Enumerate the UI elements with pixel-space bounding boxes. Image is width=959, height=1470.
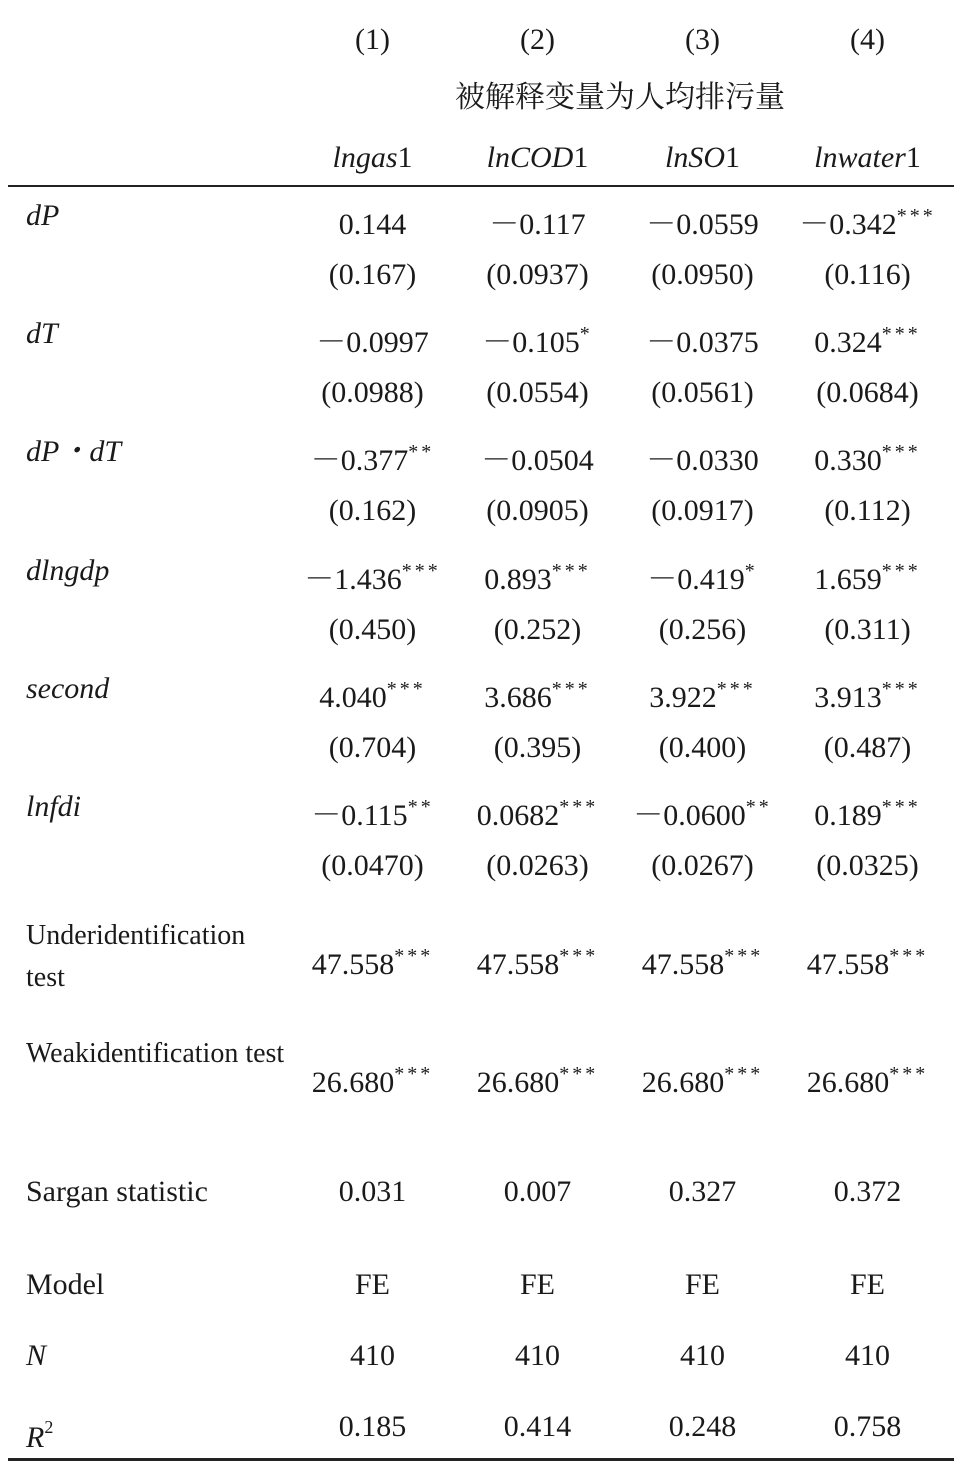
r-squared-value: 0.248 [668,1410,737,1443]
significance-stars: *** [724,1063,764,1085]
row-label: dlngdp [26,554,110,587]
standard-error: (0.395) [493,731,582,764]
standard-error: (0.487) [823,731,912,764]
significance-stars: *** [724,945,764,967]
coefficient [455,553,620,598]
coefficient-value: 0.893 [484,563,552,596]
header-rule [8,185,954,187]
sargan-statistic-value: 0.327 [668,1175,737,1208]
coefficient [620,789,785,834]
standard-error: (0.0470) [321,849,424,882]
row-label: lnfdi [26,790,82,823]
test-value: 47.558 [476,948,560,981]
test-value: 26.680 [806,1066,890,1099]
significance-stars: *** [881,560,921,582]
model-value: FE [519,1268,555,1301]
var-name-italic: lngas [332,141,398,174]
coefficient-value: －0.117 [489,208,586,241]
coefficient-value: 0.144 [338,208,407,241]
r-squared-value: 0.758 [833,1410,902,1443]
var-name-italic: lnCOD [486,141,574,174]
significance-stars: *** [401,560,441,582]
standard-error: (0.0561) [651,376,754,409]
sample-size-label [26,1338,46,1374]
significance-stars: *** [386,678,426,700]
coefficient-value: －0.377 [310,444,409,477]
test-label: Underidentification test [26,920,246,993]
significance-stars: *** [896,205,936,227]
test-statistic [290,938,455,983]
r-squared-label [26,1409,53,1456]
bottom-rule [8,1458,954,1461]
coefficient-value: －0.0559 [646,208,759,241]
sargan-statistic-label [26,1174,208,1210]
sargan-statistic-value: 0.372 [833,1175,902,1208]
coefficient [290,671,455,716]
coefficient-value: －0.0600 [633,799,746,832]
test-value: 26.680 [476,1066,560,1099]
coefficient [785,198,950,243]
coefficient [290,553,455,598]
coefficient [620,434,785,479]
sargan-statistic-label-text: Sargan statistic [26,1175,208,1208]
coefficient [290,316,455,361]
significance-stars: *** [559,796,599,818]
standard-error: (0.704) [328,731,417,764]
row-label: dT [26,317,58,350]
sample-size-value: 410 [515,1339,560,1372]
standard-error: (0.256) [658,613,747,646]
standard-error: (0.0905) [486,494,589,527]
coefficient-value: 3.686 [484,681,552,714]
row-label: dP・dT [26,435,122,468]
test-statistic [620,1056,785,1101]
coefficient-value: －0.115 [311,799,408,832]
significance-stars: *** [394,945,434,967]
coefficient [785,553,950,598]
var-name-italic: lnwater [814,141,906,174]
standard-error: (0.0684) [816,376,919,409]
coefficient [290,789,455,834]
model-label [26,1267,104,1303]
coefficient-value: 3.922 [649,681,717,714]
dependent-variable-name [620,140,785,176]
significance-stars: *** [881,796,921,818]
test-statistic [455,1056,620,1101]
column-number: (1) [355,23,390,56]
coefficient-value: 0.330 [814,444,882,477]
model-label-text: Model [26,1268,105,1301]
significance-stars: *** [551,560,591,582]
coefficient [455,198,620,243]
coefficient [620,671,785,716]
coefficient-value: －0.0375 [646,326,759,359]
standard-error: (0.252) [493,613,582,646]
significance-stars: * [579,323,593,345]
coefficient [620,316,785,361]
row-label: second [26,672,110,705]
sample-size-value: 410 [350,1339,395,1372]
standard-error: (0.0988) [321,376,424,409]
coefficient-value: －0.0330 [646,444,759,477]
var-name-suffix: 1 [725,141,740,174]
test-value: 26.680 [641,1066,725,1099]
sargan-statistic-value: 0.007 [503,1175,572,1208]
coefficient [455,671,620,716]
coefficient-value: －1.436 [304,563,402,596]
r-squared-value: 0.414 [503,1410,572,1443]
standard-error: (0.0950) [651,258,754,291]
standard-error: (0.0937) [486,258,589,291]
r-squared-value: 0.185 [338,1410,407,1443]
row-label: dP [26,199,60,232]
coefficient-value: －0.342 [799,208,897,241]
model-value: FE [684,1268,720,1301]
coefficient-value: 0.0682 [476,799,560,832]
standard-error: (0.0267) [651,849,754,882]
standard-error: (0.450) [328,613,417,646]
test-value: 47.558 [641,948,725,981]
standard-error: (0.311) [824,613,911,646]
sample-size-value: 410 [680,1339,725,1372]
significance-stars: *** [881,678,921,700]
coefficient [620,198,785,243]
column-number: (2) [520,23,555,56]
coefficient [455,789,620,834]
coefficient [785,789,950,834]
var-name-italic: lnSO [665,141,725,174]
dependent-variable-title: 被解释变量为人均排污量 [455,80,785,115]
significance-stars: *** [881,323,921,345]
coefficient [290,198,455,243]
coefficient-value: 4.040 [319,681,387,714]
coefficient [785,671,950,716]
standard-error: (0.0263) [486,849,589,882]
standard-error: (0.162) [328,494,417,527]
column-number: (4) [850,23,885,56]
test-statistic [785,938,950,983]
significance-stars: *** [889,945,929,967]
significance-stars: ** [408,441,435,463]
coefficient-value: －0.0504 [481,444,594,477]
test-value: 47.558 [806,948,890,981]
r-squared-label-text: R [26,1421,45,1454]
significance-stars: *** [551,678,591,700]
standard-error: (0.167) [328,258,417,291]
standard-error: (0.0917) [651,494,754,527]
significance-stars: *** [559,1063,599,1085]
sargan-statistic-value: 0.031 [338,1175,407,1208]
significance-stars: *** [559,945,599,967]
standard-error: (0.400) [658,731,747,764]
coefficient-value: －0.419 [647,563,745,596]
test-value: 47.558 [311,948,395,981]
test-statistic [290,1056,455,1101]
significance-stars: * [744,560,758,582]
coefficient-value: 0.324 [814,326,882,359]
sample-size-label-text: N [26,1339,47,1372]
coefficient [785,316,950,361]
coefficient [785,434,950,479]
significance-stars: ** [745,796,772,818]
significance-stars: *** [716,678,756,700]
standard-error: (0.112) [824,494,911,527]
significance-stars: *** [394,1063,434,1085]
r-squared-label-superscript: 2 [44,1417,54,1437]
dependent-variable-name [785,140,950,176]
standard-error: (0.0554) [486,376,589,409]
model-value: FE [849,1268,885,1301]
significance-stars: ** [407,796,434,818]
column-number: (3) [685,23,720,56]
coefficient-value: 0.189 [814,799,882,832]
coefficient-value: 3.913 [814,681,882,714]
standard-error: (0.0325) [816,849,919,882]
test-statistic [620,938,785,983]
test-label: Weakidentification test [26,1038,285,1069]
test-statistic [455,938,620,983]
coefficient [455,434,620,479]
coefficient-value: －0.0997 [316,326,429,359]
sample-size-value: 410 [845,1339,890,1372]
var-name-suffix: 1 [905,141,921,174]
var-name-suffix: 1 [573,141,589,174]
test-statistic [785,1056,950,1101]
coefficient-value: 1.659 [814,563,882,596]
coefficient [290,434,455,479]
coefficient [620,553,785,598]
var-name-suffix: 1 [397,141,413,174]
model-value: FE [354,1268,390,1301]
dependent-variable-name [290,140,455,176]
coefficient-value: －0.105 [482,326,580,359]
coefficient [455,316,620,361]
significance-stars: *** [881,441,921,463]
significance-stars: *** [889,1063,929,1085]
dependent-variable-name [455,140,620,176]
test-value: 26.680 [311,1066,395,1099]
standard-error: (0.116) [824,258,911,291]
